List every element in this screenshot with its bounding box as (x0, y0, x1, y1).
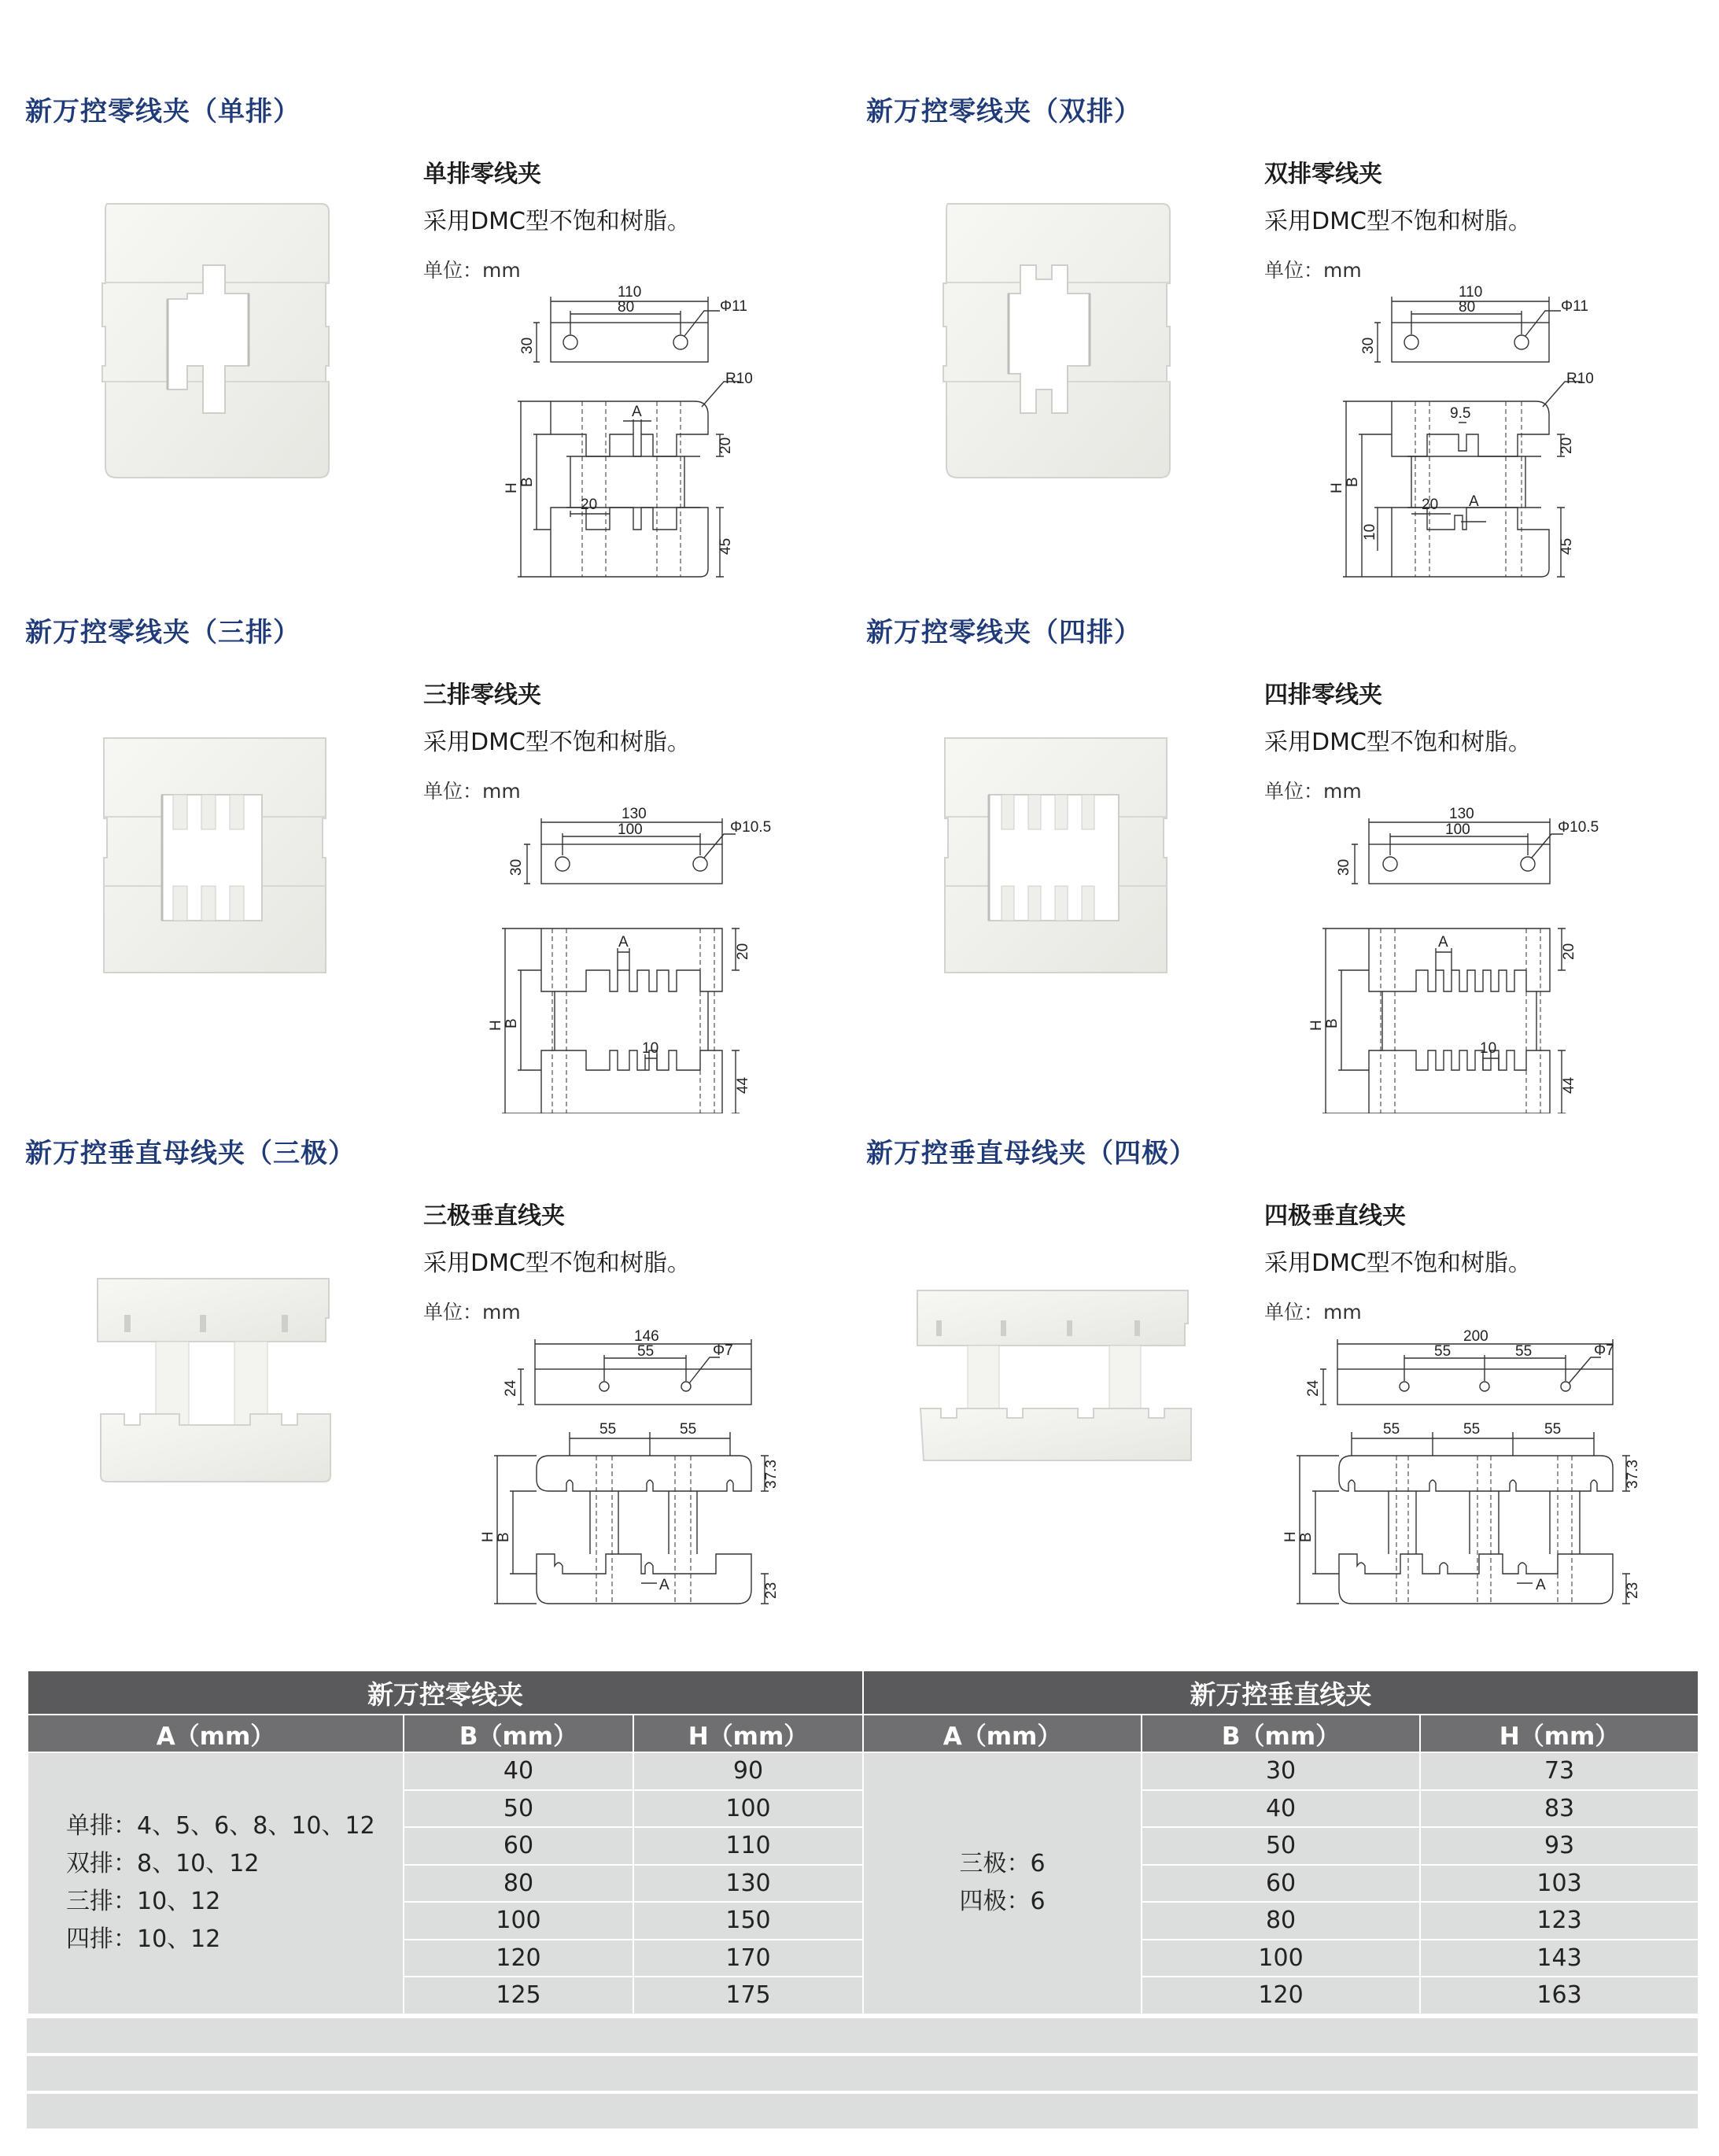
h-cell: 110 (633, 1827, 863, 1865)
h-cell: 170 (633, 1940, 863, 1977)
product-photo-quad (934, 732, 1178, 984)
dim-hole: Φ7 (1594, 1342, 1614, 1359)
product-desc: 采用DMC型不饱和树脂。 (423, 208, 691, 235)
dim-h: H (480, 1531, 496, 1542)
dim-upper: 37.3 (763, 1460, 780, 1489)
dim-gap: 20 (1422, 497, 1439, 513)
dim-height: 24 (503, 1379, 519, 1397)
dim-corner: R10 (725, 371, 753, 387)
dim-hole: Φ7 (713, 1342, 733, 1359)
drawing-vert4 (1282, 1322, 1668, 1637)
dim-lower: 44 (735, 1076, 751, 1094)
dim-lower: 23 (1625, 1582, 1641, 1599)
dim-p1: 55 (599, 1421, 617, 1438)
dim-p2: 55 (1515, 1343, 1533, 1360)
table-row (28, 1752, 1699, 1790)
unit-label: 单位：mm (1264, 780, 1362, 803)
dim-b: B (504, 1018, 520, 1028)
dim-overall: 146 (634, 1328, 659, 1345)
b-cell: 30 (1142, 1752, 1420, 1790)
col-header-a: A（mm） (28, 1715, 404, 1752)
dim-slot: A (1438, 934, 1448, 951)
dim-upper: 20 (1559, 437, 1575, 454)
dim-pitch-1: 55 (1383, 1421, 1400, 1438)
b-cell: 60 (1142, 1865, 1420, 1903)
b-cell: 80 (404, 1865, 633, 1903)
drawing-triple (488, 799, 802, 1113)
dim-h: H (504, 482, 520, 493)
dim-h: H (1329, 482, 1345, 493)
product-name: 单排零线夹 (423, 161, 541, 188)
dim-lower: 23 (763, 1582, 780, 1599)
product-desc: 采用DMC型不饱和树脂。 (1264, 1250, 1532, 1277)
dim-p1: 55 (1434, 1343, 1452, 1360)
b-cell: 100 (1142, 1940, 1420, 1977)
dim-b: B (1345, 477, 1361, 487)
dim-lower: 45 (1559, 537, 1575, 555)
product-name: 四排零线夹 (1264, 681, 1382, 709)
product-desc: 采用DMC型不饱和树脂。 (423, 729, 691, 756)
dim-slot: A (659, 1577, 670, 1593)
dim-lower: 45 (717, 537, 734, 555)
b-cell: 120 (404, 1940, 633, 1977)
section-title-vert3: 新万控垂直母线夹（三极） (25, 1138, 356, 1169)
b-cell: 40 (404, 1752, 633, 1790)
a-value-line: 三极：6 (959, 1850, 1046, 1878)
dim-inner: 100 (618, 821, 643, 838)
product-photo-vert4 (913, 1283, 1196, 1471)
unit-label: 单位：mm (1264, 1301, 1362, 1324)
h-cell: 93 (1420, 1827, 1699, 1865)
info-vert3 (423, 1196, 832, 1325)
h-cell: 150 (633, 1902, 863, 1940)
section-title-triple: 新万控零线夹（三排） (25, 617, 301, 648)
b-cell: 80 (1142, 1902, 1420, 1940)
dim-corner: R10 (1566, 371, 1594, 387)
b-cell: 100 (404, 1902, 633, 1940)
table-title-vertical-clamp: 新万控垂直线夹 (863, 1671, 1699, 1715)
dim-hole: Φ10.5 (730, 819, 772, 836)
dim-height: 30 (1360, 337, 1377, 354)
product-photo-triple (93, 732, 337, 984)
dim-upper: 20 (717, 437, 734, 454)
product-name: 四极垂直线夹 (1264, 1202, 1406, 1230)
dim-p2: 55 (680, 1421, 697, 1438)
product-photo-vert3 (93, 1271, 337, 1491)
product-name: 三极垂直线夹 (423, 1202, 565, 1230)
h-cell: 103 (1420, 1865, 1699, 1903)
dim-tooth: 10 (1480, 1040, 1497, 1057)
a-value-line: 单排：4、5、6、8、10、12 (66, 1812, 375, 1840)
h-cell: 123 (1420, 1902, 1699, 1940)
table-blank-row (27, 2056, 1698, 2091)
left-a-cell (28, 1752, 404, 2014)
dim-overall: 110 (618, 284, 642, 301)
dim-overall: 130 (622, 806, 647, 822)
dim-upper: 20 (1561, 943, 1577, 960)
dim-inner: 55 (637, 1343, 655, 1360)
dim-upper: 37.3 (1625, 1460, 1641, 1489)
b-cell: 120 (1142, 1977, 1420, 2014)
h-cell: 73 (1420, 1752, 1699, 1790)
drawing-quad (1302, 799, 1632, 1113)
product-photo-single (93, 201, 337, 484)
section-title-double: 新万控零线夹（双排） (866, 96, 1142, 127)
dim-pitch-2: 55 (1463, 1421, 1481, 1438)
unit-label: 单位：mm (1264, 259, 1362, 282)
dim-slot: A (618, 934, 629, 951)
dim-height: 30 (508, 858, 525, 876)
product-photo-double (934, 201, 1178, 484)
right-a-cell (863, 1752, 1142, 2014)
info-triple (423, 675, 832, 804)
product-desc: 采用DMC型不饱和树脂。 (1264, 208, 1532, 235)
unit-label: 单位：mm (423, 1301, 521, 1324)
table-blank-row (27, 2094, 1698, 2128)
dim-overall: 110 (1459, 284, 1483, 301)
table-title-neutral-clamp: 新万控零线夹 (28, 1671, 863, 1715)
drawing-double (1329, 279, 1643, 586)
section-title-single: 新万控零线夹（单排） (25, 96, 301, 127)
col-header-b: B（mm） (404, 1715, 633, 1752)
dim-h: H (1308, 1020, 1325, 1031)
col-header-a: A（mm） (863, 1715, 1142, 1752)
h-cell: 83 (1420, 1790, 1699, 1828)
dim-b: B (1324, 1018, 1341, 1028)
dim-height: 24 (1305, 1379, 1322, 1397)
dim-slot: 9.5 (1450, 405, 1471, 422)
dim-slot: A (632, 404, 642, 420)
dim-hole: Φ11 (1561, 298, 1588, 315)
dim-upper: 20 (735, 943, 751, 960)
dim-b: B (1298, 1532, 1315, 1542)
dim-inner: 80 (618, 299, 635, 316)
b-cell: 125 (404, 1977, 633, 2014)
dim-b: B (496, 1532, 512, 1542)
b-cell: 60 (404, 1827, 633, 1865)
dim-gap: 20 (581, 497, 598, 513)
dim-lower: 44 (1561, 1076, 1577, 1094)
h-cell: 143 (1420, 1940, 1699, 1977)
section-title-vert4: 新万控垂直母线夹（四极） (866, 1138, 1197, 1169)
info-vert4 (1264, 1196, 1673, 1325)
dim-hole: Φ11 (720, 298, 747, 315)
product-desc: 采用DMC型不饱和树脂。 (1264, 729, 1532, 756)
spec-table (27, 1670, 1699, 2015)
a-value-line: 四排：10、12 (66, 1925, 221, 1954)
info-single (423, 154, 832, 283)
col-header-h: H（mm） (633, 1715, 863, 1752)
unit-label: 单位：mm (423, 780, 521, 803)
b-cell: 40 (1142, 1790, 1420, 1828)
h-cell: 163 (1420, 1977, 1699, 2014)
section-title-quad: 新万控零线夹（四排） (866, 617, 1142, 648)
table-blank-row (27, 2018, 1698, 2053)
a-value-line: 四极：6 (959, 1888, 1046, 1916)
dim-overall: 130 (1449, 806, 1474, 822)
dim-height: 30 (1336, 858, 1352, 876)
dim-tooth: 10 (642, 1040, 659, 1057)
dim-h: H (488, 1020, 504, 1031)
info-quad (1264, 675, 1673, 804)
b-cell: 50 (1142, 1827, 1420, 1865)
h-cell: 90 (633, 1752, 863, 1790)
h-cell: 175 (633, 1977, 863, 2014)
h-cell: 100 (633, 1790, 863, 1828)
drawing-vert3 (480, 1322, 795, 1637)
dim-pitch-3: 55 (1544, 1421, 1562, 1438)
dim-slot2: A (1469, 493, 1479, 510)
dim-height: 30 (519, 337, 536, 354)
dim-h: H (1282, 1531, 1299, 1542)
h-cell: 130 (633, 1865, 863, 1903)
dim-hole: Φ10.5 (1558, 819, 1599, 836)
dim-inner: 80 (1459, 299, 1476, 316)
dim-inner: 100 (1445, 821, 1470, 838)
dim-overall: 200 (1463, 1328, 1488, 1345)
dim-ten: 10 (1362, 523, 1378, 541)
dim-slot: A (1536, 1577, 1546, 1593)
b-cell: 50 (404, 1790, 633, 1828)
drawing-single (488, 279, 802, 586)
unit-label: 单位：mm (423, 259, 521, 282)
col-header-b: B（mm） (1142, 1715, 1420, 1752)
product-name: 双排零线夹 (1264, 161, 1382, 188)
a-value-line: 双排：8、10、12 (66, 1850, 260, 1878)
dim-b: B (519, 477, 536, 487)
a-value-line: 三排：10、12 (66, 1888, 221, 1916)
product-desc: 采用DMC型不饱和树脂。 (423, 1250, 691, 1277)
col-header-h: H（mm） (1420, 1715, 1699, 1752)
info-double (1264, 154, 1673, 283)
product-name: 三排零线夹 (423, 681, 541, 709)
